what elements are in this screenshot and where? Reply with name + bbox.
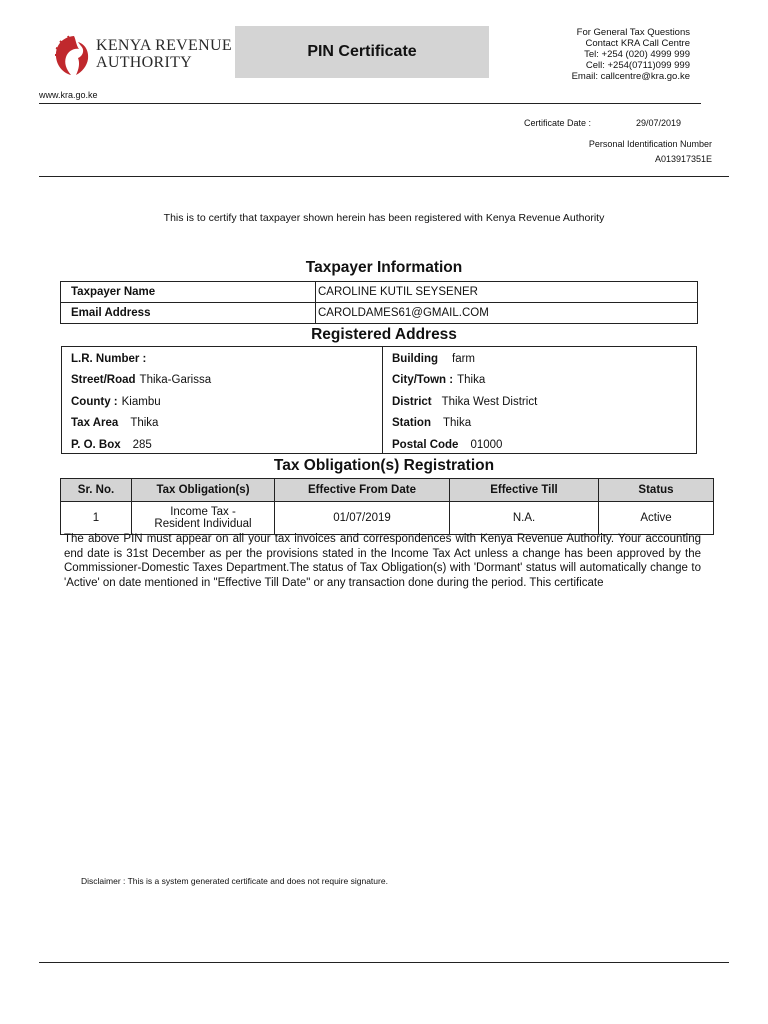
website-link[interactable]: www.kra.go.ke xyxy=(39,90,98,100)
building-label: Building xyxy=(392,353,438,365)
station-value: Thika xyxy=(442,417,472,429)
district-value: Thika West District xyxy=(441,396,538,408)
building-field xyxy=(392,353,475,365)
city-value: Thika xyxy=(457,374,486,386)
tax-obligations-heading: Tax Obligation(s) Registration xyxy=(273,457,495,474)
table-header-row xyxy=(61,479,714,502)
table-cell: 1 xyxy=(61,502,132,535)
pin-label: Personal Identification Number xyxy=(588,139,712,149)
table-cell: N.A. xyxy=(450,502,599,535)
city-field xyxy=(392,374,485,386)
contact-line: Tel: +254 (020) 4999 999 xyxy=(584,49,690,60)
county-field xyxy=(71,396,161,408)
tax-area-label: Tax Area xyxy=(71,417,119,429)
certificate-date-value: 29/07/2019 xyxy=(636,118,682,128)
tax-area-value: Thika xyxy=(130,417,159,429)
table-row xyxy=(61,502,714,535)
contact-email: Email: callcentre@kra.go.ke xyxy=(571,71,690,82)
column-header: Tax Obligation(s) xyxy=(132,479,275,502)
pin-notice-paragraph: The above PIN must appear on all your tax invoices and correspondences with Kenya Revenue Authority. Your accounting end date is 31st December as per the provisions stated in the Income Tax Act unless a change has been approved by the Commissioner-Domestic Taxes Department.The status of Tax Obligation(s) with 'Dormant' status will automatically change to 'Active' on date mentioned in "Effective Till Date" or any transaction done during the period. This certificate xyxy=(64,533,701,589)
logo-line-2: AUTHORITY xyxy=(96,54,193,71)
district-label: District xyxy=(392,396,432,408)
contact-line: Cell: +254(0711)099 999 xyxy=(585,60,690,71)
county-value: Kiambu xyxy=(121,396,161,408)
postal-code-value: 01000 xyxy=(470,439,503,451)
email-value: CAROLDAMES61@GMAIL.COM xyxy=(316,303,698,324)
meta-divider xyxy=(39,176,729,177)
document-title: PIN Certificate xyxy=(235,26,489,78)
taxpayer-info-heading: Taxpayer Information xyxy=(305,259,463,276)
registered-address-box xyxy=(61,346,697,454)
email-label: Email Address xyxy=(61,303,316,324)
city-label: City/Town : xyxy=(392,374,454,386)
lion-emblem-icon xyxy=(52,33,92,77)
header-divider xyxy=(39,103,701,104)
station-field xyxy=(392,417,471,429)
tax-obligations-table xyxy=(60,478,714,535)
street-value: Thika-Garissa xyxy=(139,374,212,386)
table-row xyxy=(61,282,698,303)
pin-value: A013917351E xyxy=(654,154,712,164)
taxpayer-info-table xyxy=(60,281,698,324)
street-field xyxy=(71,374,211,386)
table-cell: 01/07/2019 xyxy=(275,502,450,535)
column-header: Effective Till xyxy=(450,479,599,502)
logo-line-1: KENYA REVENUE xyxy=(96,37,232,54)
certification-statement: This is to certify that taxpayer shown herein has been registered with Kenya Revenue Authority xyxy=(163,212,605,224)
county-label: County : xyxy=(71,396,118,408)
po-box-label: P. O. Box xyxy=(71,439,121,451)
registered-address-heading: Registered Address xyxy=(311,326,457,343)
table-row xyxy=(61,303,698,324)
lr-number-label: L.R. Number : xyxy=(71,353,147,365)
column-divider xyxy=(382,347,383,453)
district-field xyxy=(392,396,537,408)
taxpayer-name-label: Taxpayer Name xyxy=(61,282,316,303)
lr-number-field xyxy=(71,353,152,365)
table-cell: Active xyxy=(599,502,714,535)
taxpayer-name-value: CAROLINE KUTIL SEYSENER xyxy=(316,282,698,303)
station-label: Station xyxy=(392,417,431,429)
building-value: farm xyxy=(452,353,475,365)
postal-code-field xyxy=(392,439,502,451)
kra-logo xyxy=(50,33,240,79)
certificate-date-label: Certificate Date : xyxy=(524,118,592,128)
contact-line: For General Tax Questions xyxy=(576,27,690,38)
postal-code-label: Postal Code xyxy=(392,439,459,451)
contact-line: Contact KRA Call Centre xyxy=(585,38,690,49)
column-header: Sr. No. xyxy=(61,479,132,502)
column-header: Effective From Date xyxy=(275,479,450,502)
column-header: Status xyxy=(599,479,714,502)
disclaimer: Disclaimer : This is a system generated certificate and does not require signature. xyxy=(81,876,388,886)
street-label: Street/Road xyxy=(71,374,136,386)
po-box-value: 285 xyxy=(132,439,152,451)
footer-divider xyxy=(39,962,729,963)
contact-block xyxy=(572,27,690,82)
po-box-field xyxy=(71,439,152,451)
tax-area-field xyxy=(71,417,158,429)
table-cell: Income Tax - Resident Individual xyxy=(132,502,275,535)
